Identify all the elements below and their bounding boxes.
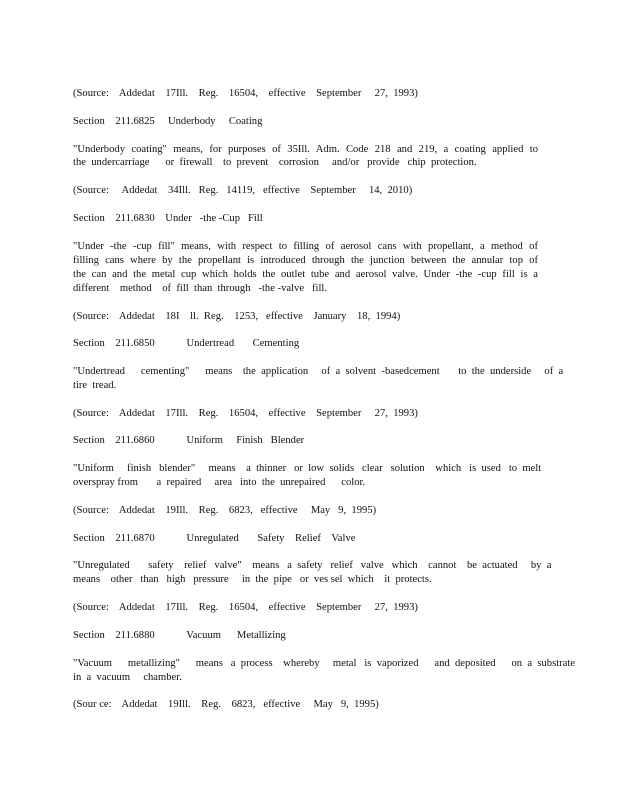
definition-line: "Under -the -cup fill" means, with respect to filling of aerosol cans with propellant, a method of (73, 241, 538, 252)
section-heading: Section 211.6830 Under -the -Cup Fill (73, 213, 263, 224)
section-heading: Section 211.6860 Uniform Finish Blender (73, 435, 305, 446)
definition-line: "Vacuum metallizing" means a process whereby metal is vaporized and deposited on a substrate (73, 658, 576, 669)
source-note: (Source: Addedat 19Ill. Reg. 6823, effective May 9, 1995) (73, 505, 377, 516)
definition-line: "Underbody coating" means, for purposes of 35Ill. Adm. Code 218 and 219, a coating applied to (73, 144, 538, 155)
definition-line: "Unregulated safety relief valve" means a safety relief valve which cannot be actuated by a (73, 560, 552, 571)
source-note: (Source: Addedat 34Ill. Reg. 14119, effective September 14, 2010) (73, 185, 413, 196)
definition-line: the can and the metal cup which holds the outlet tube and aerosol valve. Under -the -cup fill is a (73, 269, 538, 280)
definition-line: overspray from a repaired area into the unrepaired color. (73, 477, 366, 488)
definition-line: "Uniform finish blender" means a thinner or low solids clear solution which is used to melt (73, 463, 542, 474)
source-note: (Source: Addedat 17Ill. Reg. 16504, effective September 27, 1993) (73, 602, 418, 613)
definition-line: in a vacuum chamber. (73, 672, 182, 683)
source-note: (Sour ce: Addedat 19Ill. Reg. 6823, effective May 9, 1995) (73, 699, 379, 710)
definition-line: tire tread. (73, 380, 117, 391)
source-note: (Source: Addedat 17Ill. Reg. 16504, effective September 27, 1993) (73, 408, 418, 419)
definition-line: means other than high pressure in the pipe or ves sel which it protects. (73, 574, 432, 585)
definition-line: the undercarriage or firewall to prevent corrosion and/or provide chip protection. (73, 157, 477, 168)
section-heading: Section 211.6870 Unregulated Safety Relief Valve (73, 533, 356, 544)
source-note: (Source: Addedat 18I ll. Reg. 1253, effective January 18, 1994) (73, 311, 401, 322)
section-heading: Section 211.6850 Undertread Cementing (73, 338, 300, 349)
section-heading: Section 211.6880 Vacuum Metallizing (73, 630, 286, 641)
source-note: (Source: Addedat 17Ill. Reg. 16504, effective September 27, 1993) (73, 88, 418, 99)
section-heading: Section 211.6825 Underbody Coating (73, 116, 263, 127)
definition-line: filling cans where by the propellant is introduced through the junction between the annular top of (73, 255, 538, 266)
definition-line: different method of fill than through -the -valve fill. (73, 283, 327, 294)
definition-line: "Undertread cementing" means the application of a solvent -basedcement to the underside of a (73, 366, 564, 377)
